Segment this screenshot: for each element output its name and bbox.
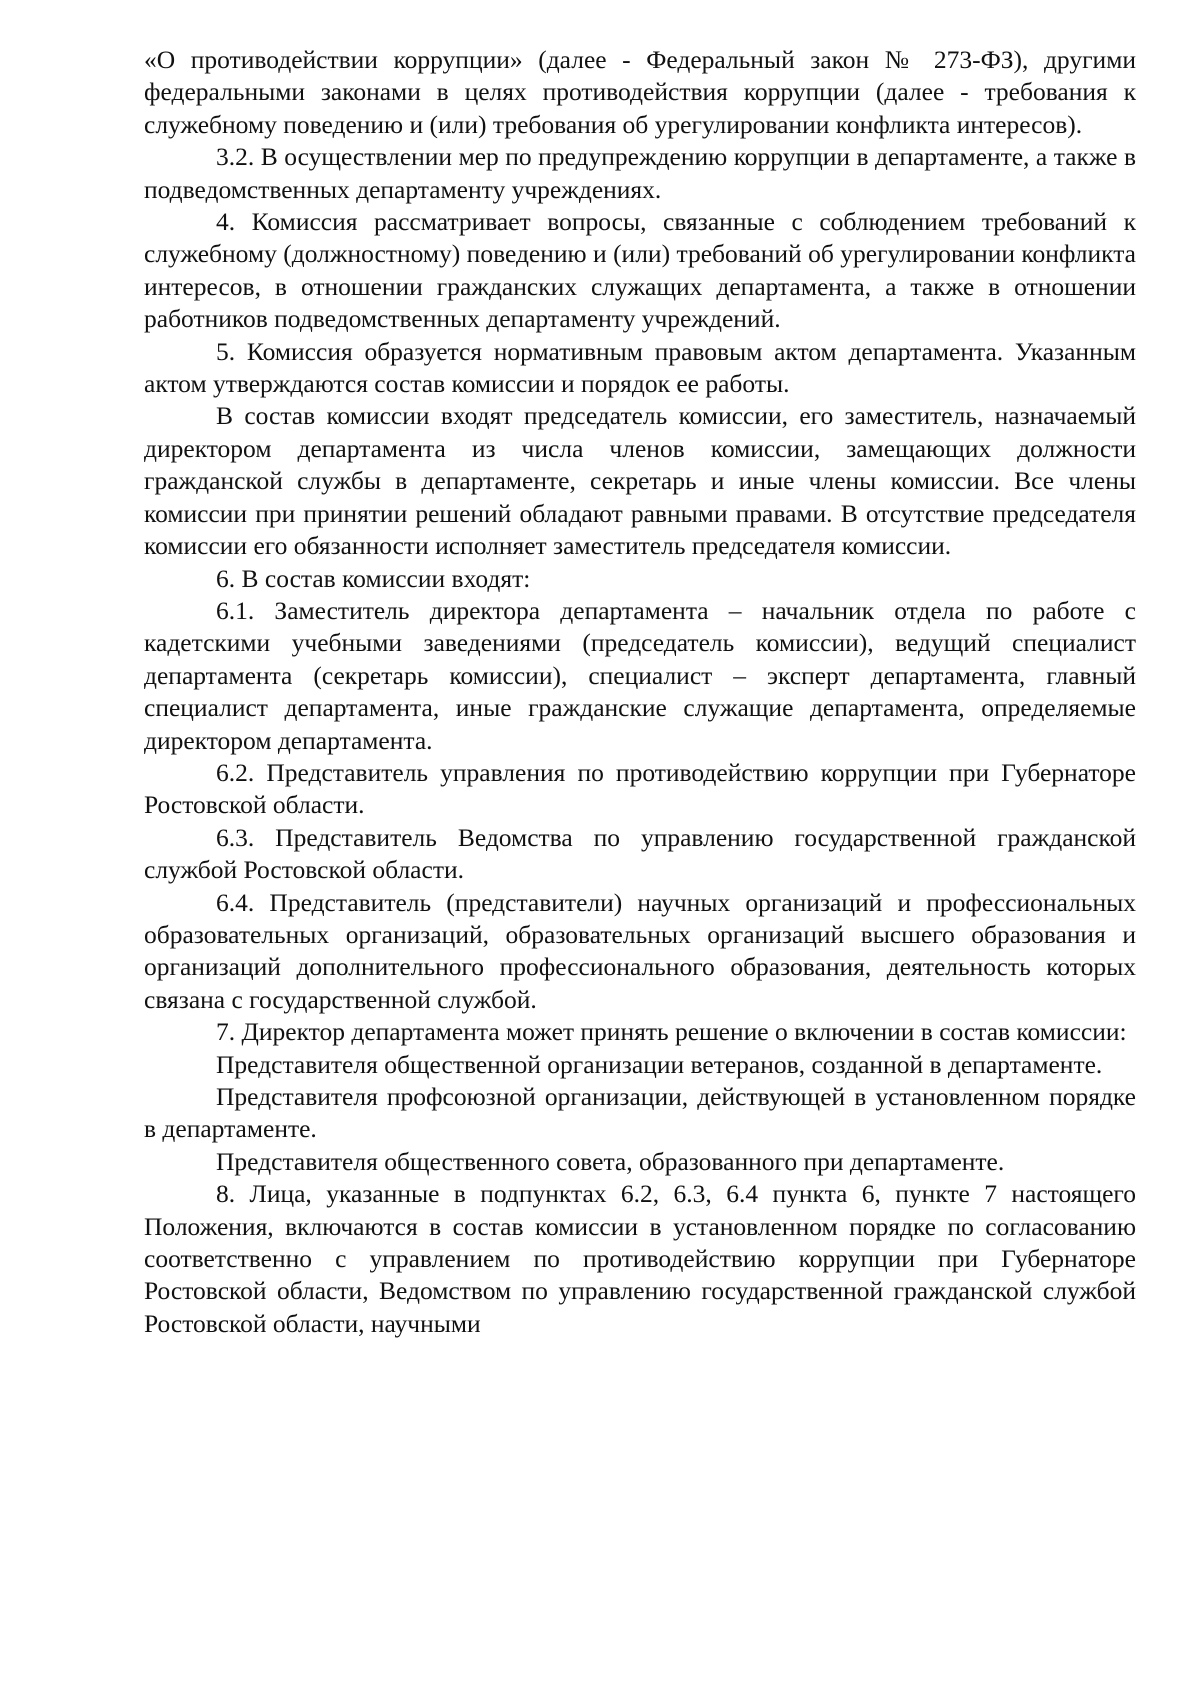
paragraph-7-union: Представителя профсоюзной организации, действующей в установленном порядке в департаменте. <box>144 1082 1136 1144</box>
paragraph-5: 5. Комиссия образуется нормативным правовым актом департамента. Указанным актом утверждаются состав комиссии и порядок ее работы. <box>144 336 1136 399</box>
document-page <box>144 44 1136 1340</box>
paragraph-8: 8. Лица, указанные в подпунктах 6.2, 6.3, 6.4 пункта 6, пункте 7 настоящего Положения, включаются в состав комиссии в установленном порядке по согласованию соответственно с управлением по противодействию коррупции при Губернаторе Ростовской области, Ведомством по управлению государственной гражданской службой Ростовской области, научными <box>144 1179 1136 1338</box>
paragraph-5-composition: В состав комиссии входят председатель комиссии, его заместитель, назначаемый директором департамента из числа членов комиссии, замещающих должности гражданской службы в департаменте, секретарь и иные члены комиссии. Все члены комиссии при принятии решений обладают равными правами. В отсутствие председателя комиссии его обязанности исполняет заместитель председателя комиссии. <box>144 401 1136 561</box>
paragraph-4: 4. Комиссия рассматривает вопросы, связанные с соблюдением требований к служебному (должностному) поведению и (или) требований об урегулировании конфликта интересов, в отношении гражданских служащих департамента, а также в отношении работников подведомственных департаменту учреждений. <box>144 207 1136 334</box>
paragraph-6-1: 6.1. Заместитель директора департамента – начальник отдела по работе с кадетскими учебными заведениями (председатель комиссии), ведущий специалист департамента (секретарь комиссии), специалист – эксперт департамента, главный специалист департамента, иные гражданские служащие департамента, определяемые директором департамента. <box>144 595 1136 755</box>
paragraph-6-3: 6.3. Представитель Ведомства по управлению государственной гражданской службой Ростовской области. <box>144 822 1136 885</box>
paragraph-7-council: Представителя общественного совета, образованного при департаменте. <box>216 1146 1005 1176</box>
paragraph-7-veterans: Представителя общественной организации ветеранов, созданной в департаменте. <box>216 1049 1103 1079</box>
paragraph-6: 6. В состав комиссии входят: <box>216 563 531 593</box>
paragraph-3-2: 3.2. В осуществлении мер по предупреждению коррупции в департаменте, а также в подведомственных департаменту учреждениях. <box>144 142 1136 204</box>
paragraph-6-2: 6.2. Представитель управления по противодействию коррупции при Губернаторе Ростовской области. <box>144 757 1136 820</box>
paragraph-law-reference: «О противодействии коррупции» (далее - Федеральный закон № 273-ФЗ), другими федеральными законами в целях противодействия коррупции (далее - требования к служебному поведению и (или) требования об урегулировании конфликта интересов). <box>144 45 1136 139</box>
paragraph-6-4: 6.4. Представитель (представители) научных организаций и профессиональных образовательных организаций, образовательных организаций высшего образования и организаций дополнительного профессионального образования, деятельность которых связана с государственной службой. <box>144 887 1136 1014</box>
paragraph-7: 7. Директор департамента может принять решение о включении в состав комиссии: <box>216 1017 1127 1047</box>
